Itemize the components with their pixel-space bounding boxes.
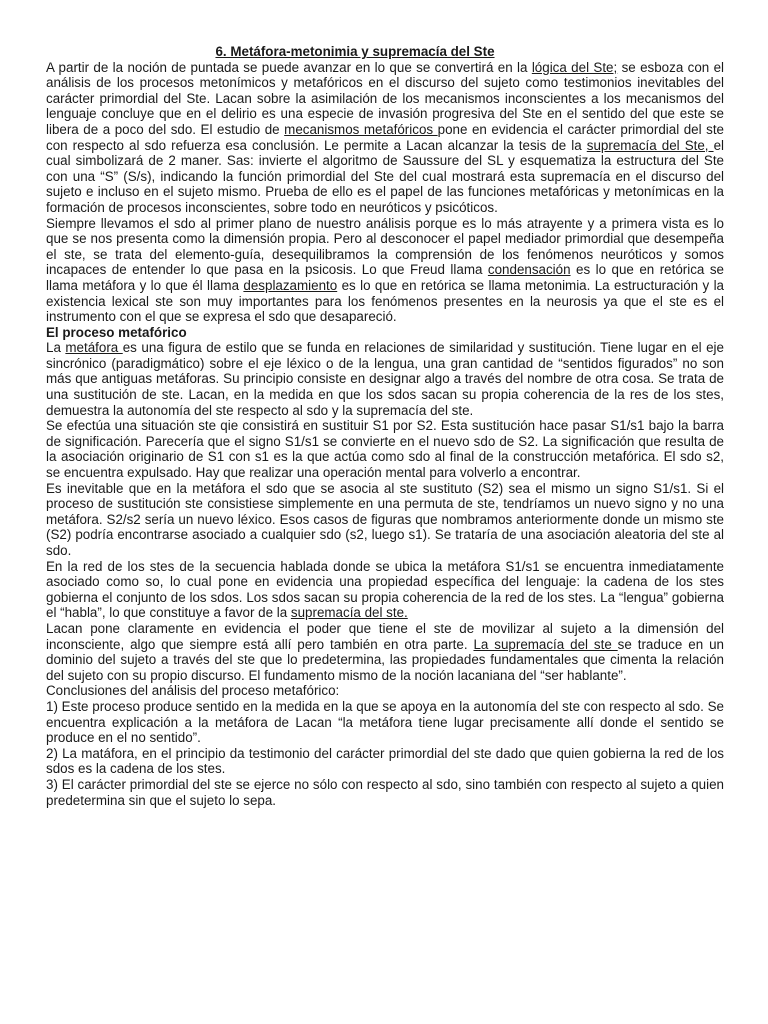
underlined-term: mecanismos metafóricos — [284, 121, 438, 137]
paragraph — [46, 481, 724, 559]
text-run: es una figura de estilo que se funda en relaciones de similaridad y sustitución. Tiene lugar en el eje sincrónico (paradigmático) sobre el eje léxico o de la lengua, una gran cantidad de “sentidos figurados” no son más que antiguas metáforas. Su principio consiste en designar algo a través del nombre de otra cosa. Se trata de una sustitución de ste. Lacan, en la medida en que los sdos sacan su propia coherencia de la res de los stes, demuestra la autonomía del ste respecto al sdo y la supremacía del ste. — [46, 340, 724, 418]
paragraph — [46, 216, 724, 325]
underlined-term: metáfora — [65, 340, 123, 356]
text-run: Siempre llevamos el sdo al primer plano de nuestro análisis porque es lo más atrayente y a primera vista es lo que se nos presenta como la dimensión propia. Pero al desconocer el papel mediador primordial que desempeña el ste, se trata del elemento-guía, desequilibramos la comprensión de los fenómenos neuróticos y somos incapaces de entender lo que pasa en la psicosis. Lo que Freud llama — [46, 215, 724, 278]
text-run: es lo que en retórica se llama metáfora y lo que él llama — [46, 262, 724, 293]
paragraph — [46, 621, 724, 683]
intro-paragraphs — [46, 60, 724, 325]
document-title: 6. Metáfora-metonimia y supremacía del Ste — [215, 44, 495, 59]
text-run: 3) El carácter primordial del ste se ejerce no sólo con respecto al sdo, sino también con respecto al sujeto a quien predetermina sin que el sujeto lo sepa. — [46, 776, 724, 808]
text-run: 1) Este proceso produce sentido en la medida en la que se apoya en la autonomía del ste con respecto al sdo. Se encuentra explicación a la metáfora de Lacan “la metáfora tiene lugar precisamente allí donde el sentido se produce en el no sentido”. — [46, 698, 724, 746]
underlined-term: supremacía del ste. — [290, 605, 408, 621]
paragraph — [46, 683, 724, 699]
paragraph — [46, 746, 724, 777]
paragraph — [46, 699, 724, 746]
paragraph — [46, 418, 724, 480]
text-run: 2) La matáfora, en el principio da testimonio del carácter primordial del ste dado que quien gobierna la red de los sdos es la cadena de los stes. — [46, 745, 724, 777]
paragraph — [46, 777, 724, 808]
text-run: Lacan pone claramente en evidencia el poder que tiene el ste de movilizar al sujeto a la dimensión del inconsciente, algo que siempre está allí pero también en otra parte. — [46, 620, 724, 652]
document-page — [46, 44, 724, 808]
text-run: pone en evidencia el carácter primordial del ste con respecto al sdo refuerza esa conclusión. Le permite a Lacan alcanzar la tesis de la — [46, 121, 724, 153]
underlined-term: supremacía del Ste, — [586, 137, 714, 153]
text-run: es lo que en retórica se llama metonimia. La estructuración y la existencia lexical ste son muy importantes para los fenómenos presentes en la neurosis ya que el ste es el instrumento con el que se expresa el sdo que desapareció. — [46, 277, 724, 325]
text-run: Conclusiones del análisis del proceso metafórico: — [46, 683, 340, 699]
text-run: se traduce en un dominio del sujeto a través del ste que lo predetermina, las propiedades fundamentales que cimenta la relación del sujeto con su propio discurso. El fundamento mismo de la noción lacaniana del “ser hablante”. — [46, 636, 724, 683]
text-run: se esboza con el análisis de los procesos metonímicos y metafóricos en el discurso del sujeto como testimonios inevitables del carácter primordial del Ste. Lacan sobre la asimilación de los mecanismos inconscientes a los mecanismos del lenguaje concluye que en el delirio es una especie de invasión progresiva del Ste en el sentido del que este se libera de a poco del sdo. El estudio de — [46, 59, 725, 137]
paragraph — [46, 559, 724, 621]
underlined-term: lógica del Ste; — [531, 59, 618, 75]
text-run: A partir de la noción de puntada se puede avanzar en lo que se convertirá en la — [46, 59, 532, 75]
text-run: La — [46, 340, 66, 356]
paragraph — [46, 60, 724, 216]
underlined-term: desplazamiento — [243, 277, 338, 293]
text-run: En la red de los stes de la secuencia hablada donde se ubica la metáfora S1/s1 se encuentra inmediatamente asociado como so, lo cual pone en evidencia una propiedad específica del lenguaje: la cadena de los stes gobierna el conjunto de los sdos. Los sdos sacan su propia coherencia de la red de los stes. La “lengua” gobierna el “habla”, lo que constituye a favor de la — [46, 558, 724, 621]
section-paragraphs — [46, 340, 724, 808]
underlined-term: La supremacía del ste — [473, 636, 618, 652]
text-run: Es inevitable que en la metáfora el sdo que se asocia al ste sustituto (S2) sea el mismo un signo S1/s1. Si el proceso de sustitución ste consistiese simplemente en una permuta de ste, tendríamos un nuevo signo y no una metáfora. S2/s2 sería un nuevo léxico. Esos casos de figuras que nombramos anteriormente donde un mismo ste (S2) podría encontrarse asociado a cualquier sdo (s2, luego s1). Se trataría de una asociación aleatoria del ste al sdo. — [46, 480, 724, 558]
text-run: el cual simbolizará de 2 maner. Sas: invierte el algoritmo de Saussure del SL y esquematiza la estructura del Ste con una “S” (S/s), indicando la función primordial del Ste del cual mostrará esta supremacía en el discurso del sujeto e incluso en el sujeto mismo. Prueba de ello es el papel de las funciones metafóricas y metonímicas en la formación de procesos inconscientes, sobre todo en neuróticos y psicóticos. — [46, 137, 724, 215]
underlined-term: condensación — [487, 262, 571, 278]
text-run: Se efectúa una situación ste qie consistirá en sustituir S1 por S2. Esta sustitución hace pasar S1/s1 bajo la barra de significación. Parecería que el signo S1/s1 se convierte en el nuevo sdo de S2. La significación que resulta de la asociación originario de S1 con s1 es la que actúa como sdo al final de la construcción metafórica. El sdo s2, se encuentra expulsado. Hay que realizar una operación mental para volverlo a encontrar. — [46, 418, 724, 481]
section-heading: El proceso metafórico — [46, 324, 187, 340]
paragraph — [46, 340, 724, 418]
